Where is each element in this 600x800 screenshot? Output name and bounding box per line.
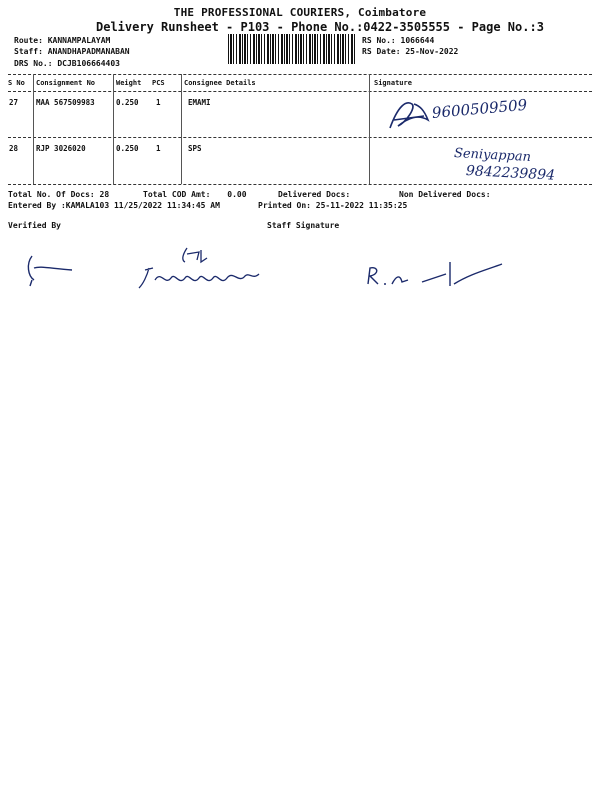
row-consignee: SPS bbox=[188, 144, 202, 153]
column-divider bbox=[369, 74, 370, 184]
non-delivered-docs-label: Non Delivered Docs: bbox=[399, 190, 491, 199]
row-consignment: MAA 567509983 bbox=[36, 98, 95, 107]
drs-value: DCJB106664403 bbox=[57, 59, 120, 68]
verified-by-label: Verified By bbox=[8, 221, 61, 230]
handwritten-phone-28: 9842239894 bbox=[465, 163, 556, 184]
staff-value: ANANDHAPADMANABAN bbox=[47, 47, 130, 56]
company-title: THE PROFESSIONAL COURIERS, Coimbatore bbox=[173, 6, 427, 19]
row-pcs: 1 bbox=[156, 144, 161, 153]
rs-no-value: 1066644 bbox=[400, 36, 435, 45]
handwritten-phone-27: 9600509509 bbox=[431, 95, 528, 122]
table-header-rule bbox=[8, 91, 592, 92]
header-sno: S No bbox=[8, 79, 25, 87]
column-divider bbox=[181, 74, 182, 184]
header-weight: Weight bbox=[116, 79, 142, 87]
staff-line bbox=[14, 47, 130, 56]
staff-handwritten-signature bbox=[135, 240, 275, 296]
row-sno: 28 bbox=[9, 144, 19, 153]
staff-signature-label: Staff Signature bbox=[267, 221, 340, 230]
header-consignee: Consignee Details bbox=[184, 79, 256, 87]
delivered-docs-label: Delivered Docs: bbox=[278, 190, 351, 199]
table-row-rule bbox=[8, 137, 592, 138]
rs-date-label: RS Date: bbox=[362, 47, 401, 56]
runsheet-title: Delivery Runsheet - P103 - Phone No.:0422-3505555 - Page No.:3 bbox=[96, 20, 544, 34]
row-consignment: RJP 3026020 bbox=[36, 144, 86, 153]
row-weight: 0.250 bbox=[116, 144, 139, 153]
table-bottom-rule bbox=[8, 184, 592, 185]
row-consignee: EMAMI bbox=[188, 98, 211, 107]
column-divider bbox=[113, 74, 114, 184]
handwritten-name-28: Seniyappan bbox=[453, 146, 532, 166]
row-weight: 0.250 bbox=[116, 98, 139, 107]
printed-on: Printed On: 25-11-2022 11:35:25 bbox=[258, 201, 408, 210]
drs-line bbox=[14, 59, 120, 68]
table-top-rule bbox=[8, 74, 592, 75]
row-sno: 27 bbox=[9, 98, 19, 107]
route-line bbox=[14, 36, 110, 45]
column-divider bbox=[33, 74, 34, 184]
rs-no-line bbox=[362, 36, 434, 45]
total-docs bbox=[8, 190, 109, 199]
header-consignment: Consignment No bbox=[36, 79, 96, 87]
rs-date-line bbox=[362, 47, 458, 56]
barcode-image bbox=[228, 34, 356, 64]
staff-signature-mark bbox=[362, 256, 512, 292]
total-cod bbox=[143, 190, 247, 199]
entered-by: Entered By :KAMALA103 11/25/2022 11:34:45 AM bbox=[8, 201, 220, 210]
staff-label: Staff: bbox=[14, 47, 43, 56]
route-label: Route: bbox=[14, 36, 43, 45]
total-docs-value: 28 bbox=[99, 190, 110, 199]
total-docs-label: Total No. Of Docs: bbox=[8, 190, 95, 199]
total-cod-label: Total COD Amt: bbox=[143, 190, 211, 199]
header-signature: Signature bbox=[374, 79, 412, 87]
row-pcs: 1 bbox=[156, 98, 161, 107]
rs-no-label: RS No.: bbox=[362, 36, 396, 45]
rs-date-value: 25-Nov-2022 bbox=[405, 47, 459, 56]
drs-label: DRS No.: bbox=[14, 59, 53, 68]
route-value: KANNAMPALAYAM bbox=[47, 36, 111, 45]
total-cod-value: 0.00 bbox=[227, 190, 247, 199]
verified-signature bbox=[22, 250, 82, 290]
header-pcs: PCS bbox=[152, 79, 165, 87]
